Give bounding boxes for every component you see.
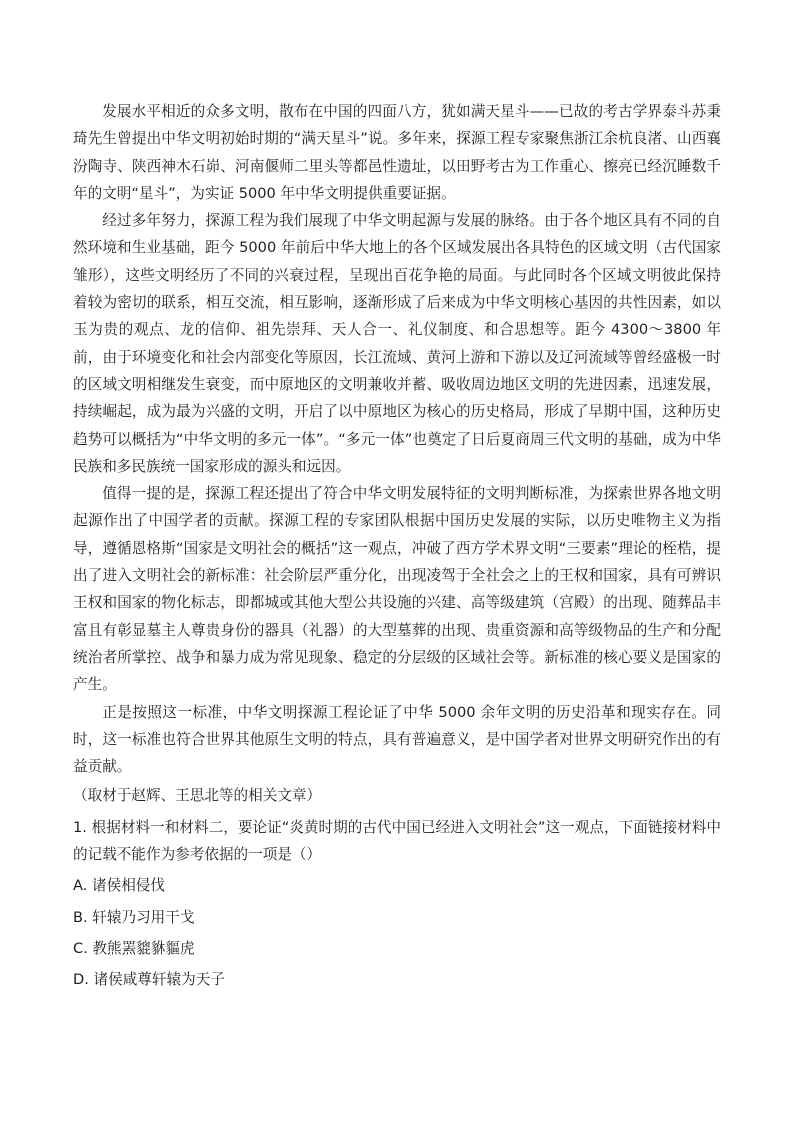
paragraph: 值得一提的是，探源工程还提出了符合中华文明发展特征的文明判断标准，为探索世界各地文明起源作出了中国学者的贡献。探源工程的专家团队根据中国历史发展的实际，以历史唯物主义为指导，遵循恩格斯“国家是文明社会的概括”这一观点，冲破了西方学术界文明“三要素”理论的桎梏，提出了进入文明社会的新标准：社会阶层严重分化，出现凌驾于全社会之上的王权和国家，具有可辨识王权和国家的物化标志，即都城或其他大型公共设施的兴建、高等级建筑（宫殿）的出现、随葬品丰富且有彰显墓主人尊贵身份的器具（礼器）的大型墓葬的出现、贵重资源和高等级物品的生产和分配统治者所掌控、战争和暴力成为常见现象、稳定的分层级的区域社会等。新标准的核心要义是国家的产生。: [73, 485, 721, 694]
document-body: [73, 98, 721, 994]
option-a: A. 诸侯相侵伐: [73, 877, 165, 895]
option-d: D. 诸侯咸尊轩辕为天子: [73, 971, 225, 989]
paragraph: 经过多年努力，探源工程为我们展现了中华文明起源与发展的脉络。由于各个地区具有不同的自然环境和生业基础，距今 5000 年前后中华大地上的各个区域发展出各具特色的区域文明（古代国家雏形），这些文明经历了不同的兴衰过程，呈现出百花争艳的局面。与此同时各个区域文明彼此保持着较为密切的联系，相互交流，相互影响，逐渐形成了后来成为中华文明核心基因的共性因素，如以玉为贵的观点、龙的信仰、祖先崇拜、天人合一、礼仪制度、和合思想等。距今 4300～3800 年前，由于环境变化和社会内部变化等原因，长江流域、黄河上游和下游以及辽河流域等曾经盛极一时的区域文明相继发生衰变，而中原地区的文明兼收并蓄、吸收周边地区文明的先进因素，迅速发展，持续崛起，成为最为兴盛的文明，开启了以中原地区为核心的历史格局，形成了早期中国，这种历史趋势可以概括为“中华文明的多元一体”。“多元一体”也奠定了日后夏商周三代文明的基础，成为中华民族和多民族统一国家形成的源头和远因。: [73, 212, 721, 475]
question-stem: 1. 根据材料一和材料二，要论证“炎黄时期的古代中国已经进入文明社会”这一观点，下面链接材料中的记载不能作为参考依据的一项是（）: [73, 818, 721, 864]
option-b: B. 轩辕乃习用干戈: [73, 908, 195, 926]
option-c: C. 教熊罴貔貅貙虎: [73, 939, 195, 957]
paragraph: 正是按照这一标准，中华文明探源工程论证了中华 5000 余年文明的历史沿革和现实存在。同时，这一标准也符合世界其他原生文明的特点，具有普遍意义，是中国学者对世界文明研究作出的有益贡献。: [73, 703, 721, 776]
source-citation: （取材于赵辉、王思北等的相关文章）: [73, 787, 322, 805]
paragraph: 发展水平相近的众多文明，散布在中国的四面八方，犹如满天星斗——已故的考古学界泰斗苏秉琦先生曾提出中华文明初始时期的“满天星斗”说。多年来，探源工程专家聚焦浙江余杭良渚、山西襄汾陶寺、陕西神木石峁、河南偃师二里头等都邑性遗址，以田野考古为工作重心、擦亮已经沉睡数千年的文明“星斗”，为实证 5000 年中华文明提供重要证据。: [73, 103, 721, 202]
